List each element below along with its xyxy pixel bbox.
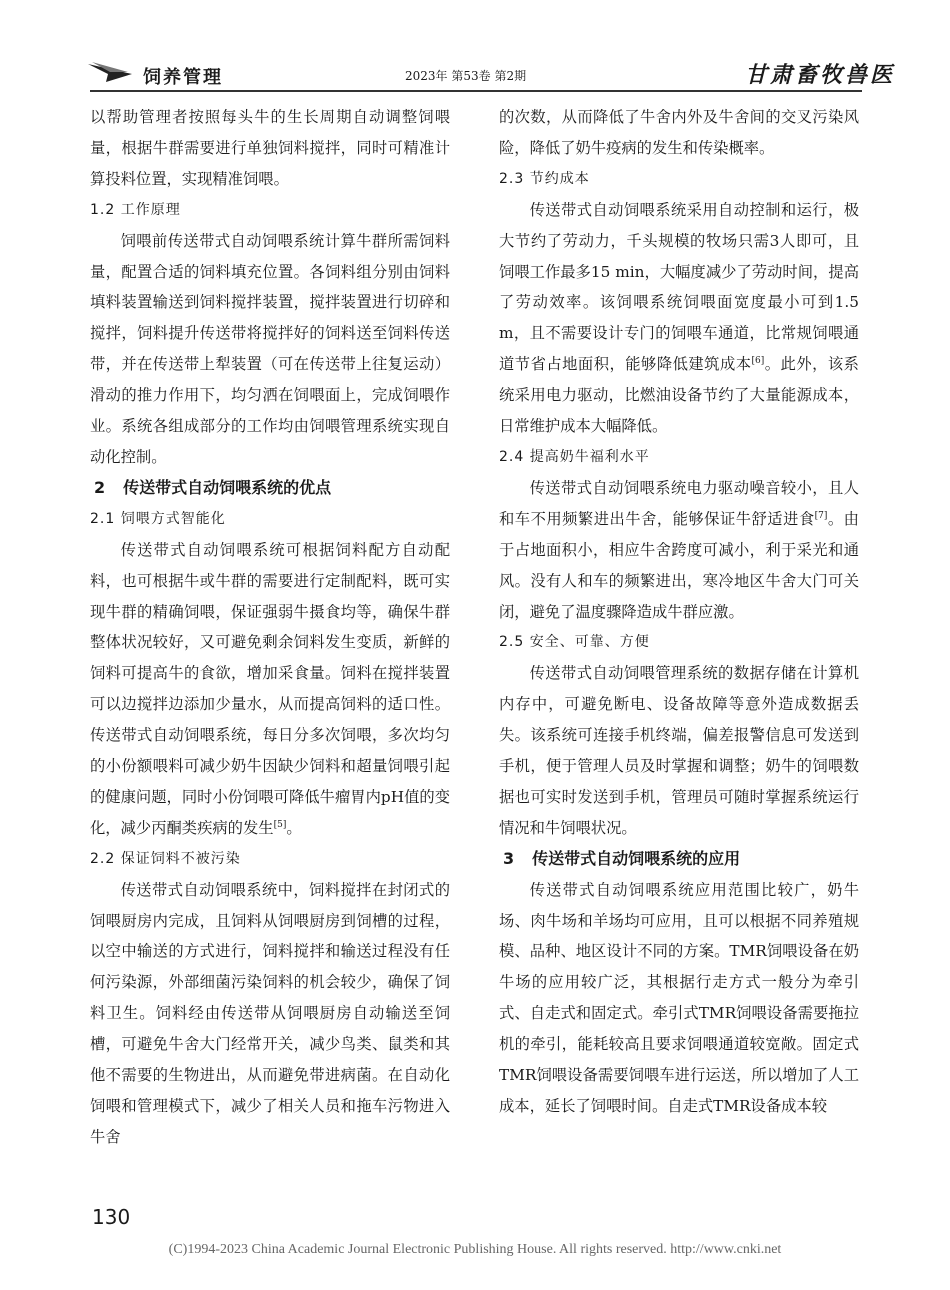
page-number: 130 [92,1205,131,1229]
section-title-text: 传送带式自动饲喂系统的应用 [532,848,741,868]
section-heading [499,844,859,875]
paragraph [499,473,859,628]
subsection-heading: 2.1 饲喂方式智能化 [90,510,226,527]
paragraph: 传送带式自动饲喂系统应用范围比较广，奶牛场、肉牛场和羊场均可应用，且可以根据不同养殖规模、品种、地区设计不同的方案。TMR饲喂设备在奶牛场的应用较广泛，其根据行走方式一般分为牵引式、自走式和固定式。牵引式TMR饲喂设备需要拖拉机的牵引，能耗较高且要求饲喂通道较宽敞。固定式TMR饲喂设备需要饲喂车进行运送，所以增加了人工成本，延长了饲喂时间。自走式TMR设备成本较 [499,880,859,1115]
section-title-text: 传送带式自动饲喂系统的优点 [123,477,332,497]
journal-logo-icon [88,60,132,82]
subsection-heading: 2.2 保证饲料不被污染 [90,850,241,867]
paragraph: 以帮助管理者按照每头牛的生长周期自动调整饲喂量，根据牛群需要进行单独饲料搅拌，同时可精准计算投料位置，实现精准饲喂。 [90,108,450,188]
paragraph-text: 传送带式自动饲喂系统采用自动控制和运行，极大节约了劳动力，千头规模的牧场只需3人即可，且饲喂工作最多15 min，大幅度减少了劳动时间，提高了劳动效率。该饲喂系统饲喂面宽度最小可到1.5 m，且不需要设计专门的饲喂车通道，比常规饲喂通道节省占地面积，能够降低建筑成本 [499,200,859,374]
subsection-heading: 2.4 提高奶牛福利水平 [499,448,650,465]
section-number: 3 [503,848,515,868]
paragraph: 的次数，从而降低了牛舍内外及牛舍间的交叉污染风险，降低了奶牛疫病的发生和传染概率。 [499,108,859,157]
paragraph [90,535,450,844]
subsection-heading: 2.3 节约成本 [499,170,590,187]
paragraph [499,195,859,442]
copyright-footer: (C)1994-2023 China Academic Journal Electronic Publishing House. All rights reserved. http://www.cnki.net [168,1242,782,1257]
subsection-heading: 2.5 安全、可靠、方便 [499,634,650,651]
left-column [90,102,450,1153]
section-number: 2 [94,477,106,497]
paragraph: 传送带式自动饲喂管理系统的数据存储在计算机内存中，可避免断电、设备故障等意外造成数据丢失。该系统可连接手机终端，偏差报警信息可发送到手机，便于管理人员及时掌握和调整；奶牛的饲喂数据也可实时发送到手机，管理员可随时掌握系统运行情况和牛饲喂状况。 [499,664,859,837]
header-divider [90,90,862,92]
paragraph: 饲喂前传送带式自动饲喂系统计算牛群所需饲料量，配置合适的饲料填充位置。各饲料组分别由饲料填料装置输送到饲料搅拌装置，搅拌装置进行切碎和搅拌，饲料提升传送带将搅拌好的饲料送至饲料传送带，并在传送带上犁装置（可在传送带上往复运动）滑动的推力作用下，均匀洒在饲喂面上，完成饲喂作业。系统各组成部分的工作均由饲喂管理系统实现自动化控制。 [90,231,450,466]
right-column [499,102,859,1122]
citation[interactable]: [5] [273,819,287,830]
citation[interactable]: [6] [751,356,765,367]
paragraph-text: 传送带式自动饲喂系统可根据饲料配方自动配料，也可根据牛或牛群的需要进行定制配料，既可实现牛群的精确饲喂，保证强弱牛摄食均等，确保牛群整体状况较好，又可避免剩余饲料发生变质，新鲜的饲料可提高牛的食欲，增加采食量。饲料在搅拌装置可以边搅拌边添加少量水，从而提高饲料的适口性。传送带式自动饲喂系统，每日分多次饲喂，多次均匀的小份额喂料可减少奶牛因缺少饲料和超量饲喂引起的健康问题，同时小份饲喂可降低牛瘤胃内pH值的变化，减少丙酮类疾病的发生 [90,540,450,837]
section-title: 饲养管理 [143,67,223,88]
issue-info: 2023年 第53卷 第2期 [405,69,527,83]
subsection-heading: 1.2 工作原理 [90,201,181,218]
paragraph-text: 。由于占地面积小，相应牛舍跨度可减小，利于采光和通风。没有人和车的频繁进出，寒冷地区牛舍大门可关闭，避免了温度骤降造成牛群应激。 [499,509,859,621]
section-heading [90,473,450,504]
citation[interactable]: [7] [814,510,828,521]
journal-name: 甘肃畜牧兽医 [745,62,896,88]
paragraph-text: 。此外，该系统采用电力驱动，比燃油设备节约了大量能源成本，日常维护成本大幅降低。 [499,355,859,436]
paragraph-text: 。 [286,818,302,837]
paragraph-text: 传送带式自动饲喂系统电力驱动噪音较小，且人和车不用频繁进出牛舍，能够保证牛舒适进食 [499,478,859,528]
paragraph: 传送带式自动饲喂系统中，饲料搅拌在封闭式的饲喂厨房内完成，且饲料从饲喂厨房到饲槽的过程，以空中输送的方式进行，饲料搅拌和输送过程没有任何污染源，外部细菌污染饲料的机会较少，确保了饲料卫生。饲料经由传送带从饲喂厨房自动输送至饲槽，可避免牛舍大门经常开关，减少鸟类、鼠类和其他不需要的生物进出，从而避免带进病菌。在自动化饲喂和管理模式下，减少了相关人员和拖车污物进入牛舍 [90,880,450,1146]
